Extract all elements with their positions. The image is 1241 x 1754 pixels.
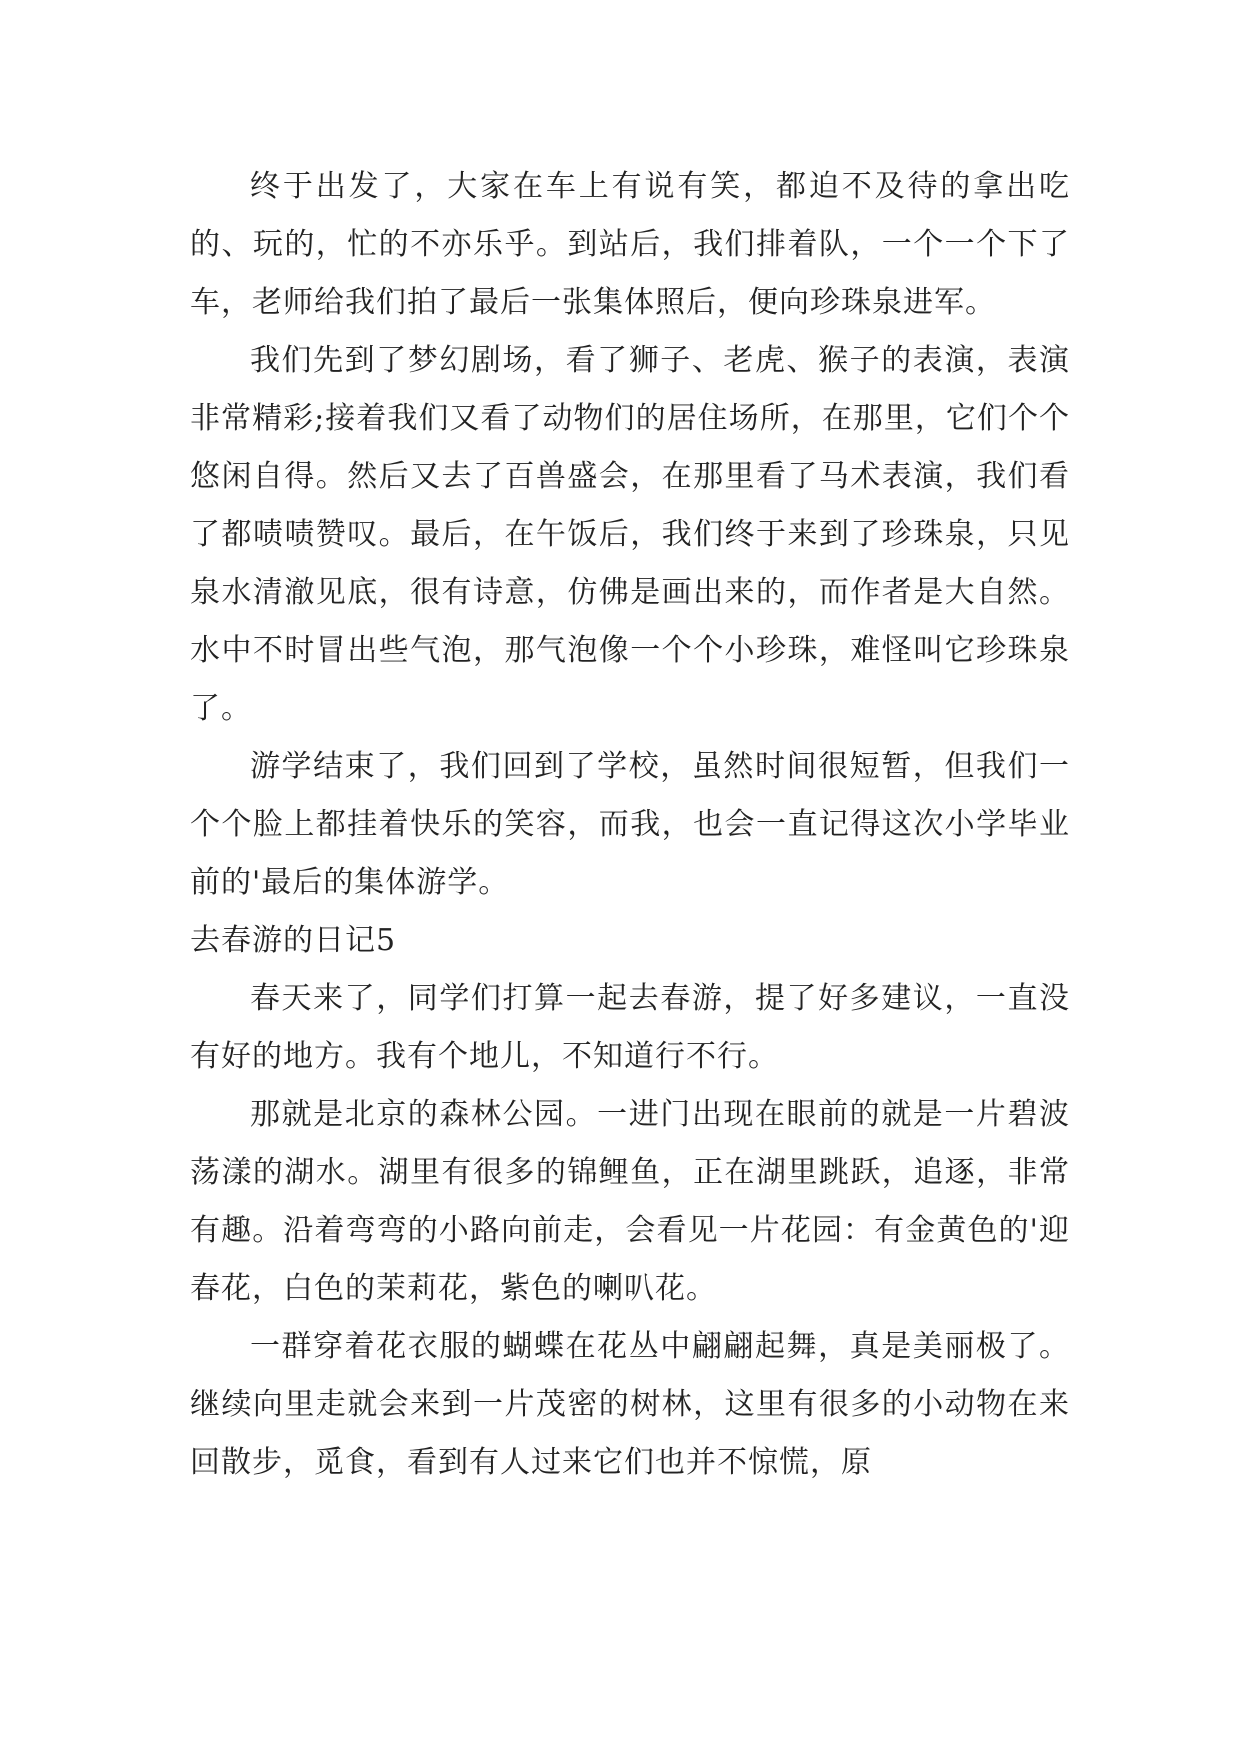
paragraph-departure: 终于出发了，大家在车上有说有笑，都迫不及待的拿出吃的、玩的，忙的不亦乐乎。到站后，我们排着队，一个一个下了车，老师给我们拍了最后一张集体照后，便向珍珠泉进军。 (190, 169, 1070, 320)
paragraph-spring: 春天来了，同学们打算一起去春游，提了好多建议，一直没有好的地方。我有个地儿，不知道行不行。 (190, 981, 1070, 1074)
paragraph-butterflies: 一群穿着花衣服的蝴蝶在花丛中翩翩起舞，真是美丽极了。继续向里走就会来到一片茂密的树林，这里有很多的小动物在来回散步，觅食，看到有人过来它们也并不惊慌，原 (190, 1329, 1070, 1480)
paragraph-theater: 我们先到了梦幻剧场，看了狮子、老虎、猴子的表演，表演非常精彩;接着我们又看了动物们的居住场所，在那里，它们个个悠闲自得。然后又去了百兽盛会，在那里看了马术表演，我们看了都啧啧赞叹。最后，在午饭后，我们终于来到了珍珠泉，只见泉水清澈见底，很有诗意，仿佛是画出来的，而作者是大自然。水中不时冒出些气泡，那气泡像一个个小珍珠，难怪叫它珍珠泉了。 (190, 343, 1070, 726)
paragraph-return: 游学结束了，我们回到了学校，虽然时间很短暂，但我们一个个脸上都挂着快乐的笑容，而我，也会一直记得这次小学毕业前的'最后的集体游学。 (190, 749, 1070, 900)
document-body (190, 158, 1070, 1492)
section-heading: 去春游的日记5 (190, 923, 397, 958)
paragraph-park: 那就是北京的森林公园。一进门出现在眼前的就是一片碧波荡漾的湖水。湖里有很多的锦鲤鱼，正在湖里跳跃，追逐，非常有趣。沿着弯弯的小路向前走，会看见一片花园：有金黄色的'迎春花，白色的茉莉花，紫色的喇叭花。 (190, 1097, 1070, 1306)
